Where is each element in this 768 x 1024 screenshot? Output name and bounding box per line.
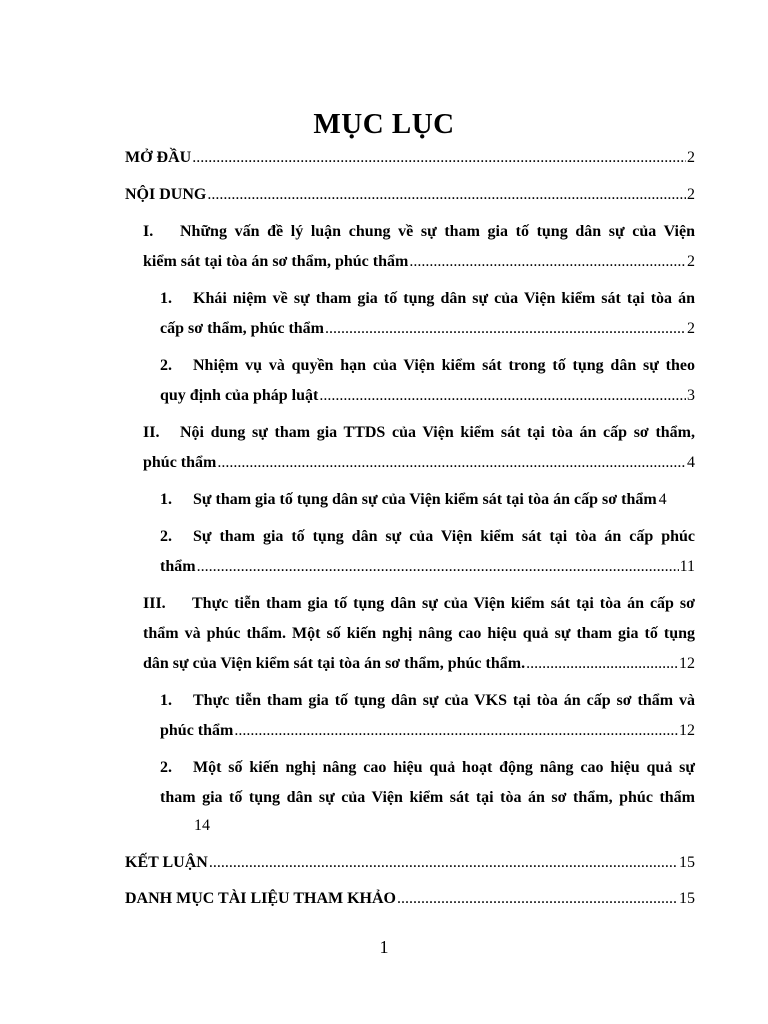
subsection-number: 1. bbox=[160, 290, 172, 307]
toc-entry-section-1-cont[interactable] bbox=[143, 252, 695, 272]
dot-leader bbox=[192, 148, 686, 168]
dot-leader bbox=[207, 185, 686, 205]
toc-entry-text: Một số kiến nghị nâng cao hiệu quả hoạt động nâng cao hiệu quả sự bbox=[193, 759, 695, 776]
toc-entry-noi-dung[interactable] bbox=[125, 185, 695, 205]
dot-leader bbox=[325, 319, 686, 339]
toc-page-number: 2 bbox=[687, 320, 695, 337]
toc-entry-text: thẩm bbox=[160, 558, 196, 575]
subsection-number: 2. bbox=[160, 528, 172, 545]
dot-leader bbox=[409, 252, 686, 272]
toc-entry-text: Những vấn đề lý luận chung về sự tham gia tố tụng dân sự của Viện bbox=[180, 223, 695, 240]
section-number: I. bbox=[143, 223, 154, 240]
toc-page-number: 11 bbox=[679, 558, 695, 575]
toc-entry-3-1[interactable] bbox=[160, 691, 695, 711]
toc-entry-text: phúc thẩm bbox=[160, 722, 234, 739]
toc-page-number: 15 bbox=[679, 890, 695, 907]
toc-entry-1-1[interactable] bbox=[160, 289, 695, 309]
section-number: II. bbox=[143, 424, 160, 441]
toc-entry-3-2[interactable] bbox=[160, 758, 695, 778]
toc-entry-text: cấp sơ thẩm, phúc thẩm bbox=[160, 320, 324, 337]
toc-entry-text: Thực tiễn tham gia tố tụng dân sự của Viện kiểm sát tại tòa án cấp sơ bbox=[192, 595, 695, 612]
toc-page-number: 12 bbox=[679, 655, 695, 672]
toc-entry-text: Thực tiễn tham gia tố tụng dân sự của VKS tại tòa án cấp sơ thẩm và bbox=[193, 692, 695, 709]
toc-entry-section-2[interactable] bbox=[143, 423, 695, 443]
toc-entry-3-2-cont[interactable] bbox=[160, 788, 695, 808]
toc-entry-section-2-cont[interactable] bbox=[143, 453, 695, 473]
toc-entry-2-2[interactable] bbox=[160, 527, 695, 547]
subsection-number: 2. bbox=[160, 759, 172, 776]
dot-leader bbox=[197, 557, 679, 577]
toc-page-number: 4 bbox=[658, 491, 667, 508]
toc-title: MỤC LỤC bbox=[313, 108, 455, 140]
toc-entry-3-1-cont[interactable] bbox=[160, 721, 695, 741]
subsection-number: 2. bbox=[160, 357, 172, 374]
toc-entry-text: Nội dung sự tham gia TTDS của Viện kiểm sát tại tòa án cấp sơ thẩm, bbox=[180, 424, 695, 441]
toc-entry-section-3-cont2[interactable] bbox=[143, 654, 695, 674]
toc-entry-2-1[interactable] bbox=[160, 490, 695, 510]
toc-entry-text: Nhiệm vụ và quyền hạn của Viện kiểm sát trong tố tụng dân sự theo bbox=[193, 357, 695, 374]
toc-entry-text: quy định của pháp luật bbox=[160, 387, 319, 404]
toc-page-number: 2 bbox=[687, 253, 695, 270]
dot-leader bbox=[217, 453, 686, 473]
toc-entry-label: KẾT LUẬN bbox=[125, 854, 208, 871]
toc-entry-section-3-cont[interactable] bbox=[143, 624, 695, 644]
toc-page-number: 15 bbox=[679, 854, 695, 871]
dot-leader bbox=[234, 721, 678, 741]
toc-entry-text: tham gia tố tụng dân sự của Viện kiểm sát tại tòa án sơ thẩm, phúc thẩm bbox=[160, 789, 695, 806]
toc-entry-text: phúc thẩm bbox=[143, 454, 217, 471]
dot-leader bbox=[397, 889, 678, 909]
toc-entry-ket-luan[interactable] bbox=[125, 853, 695, 873]
subsection-number: 1. bbox=[160, 491, 172, 508]
toc-entry-label: MỞ ĐẦU bbox=[125, 149, 192, 166]
toc-entry-2-2-cont[interactable] bbox=[160, 557, 695, 577]
toc-entry-section-1[interactable] bbox=[143, 222, 695, 242]
toc-entry-mo-dau[interactable] bbox=[125, 148, 695, 168]
dot-leader bbox=[526, 654, 678, 674]
toc-page-number: 12 bbox=[679, 722, 695, 739]
toc-page-number: 14 bbox=[194, 817, 210, 834]
toc-entry-1-2-cont[interactable] bbox=[160, 386, 695, 406]
toc-entry-section-3[interactable] bbox=[143, 594, 695, 614]
toc-page-number: 2 bbox=[687, 186, 695, 203]
toc-entry-text: dân sự của Viện kiểm sát tại tòa án sơ thẩm, phúc thẩm. bbox=[143, 655, 526, 672]
toc-entry-text: Sự tham gia tố tụng dân sự của Viện kiểm sát tại tòa án cấp phúc bbox=[193, 528, 695, 545]
dot-leader bbox=[319, 386, 686, 406]
page-number-footer: 1 bbox=[379, 937, 389, 957]
toc-entry-text: kiểm sát tại tòa án sơ thẩm, phúc thẩm bbox=[143, 253, 409, 270]
toc-page-number: 2 bbox=[687, 149, 695, 166]
toc-entry-1-1-cont[interactable] bbox=[160, 319, 695, 339]
dot-leader bbox=[209, 853, 678, 873]
toc-entry-text: Khái niệm về sự tham gia tố tụng dân sự của Viện kiểm sát tại tòa án bbox=[193, 290, 695, 307]
toc-entry-label: DANH MỤC TÀI LIỆU THAM KHẢO bbox=[125, 890, 396, 907]
subsection-number: 1. bbox=[160, 692, 172, 709]
section-number: III. bbox=[143, 595, 166, 612]
toc-page-number: 4 bbox=[687, 454, 695, 471]
toc-entry-label: NỘI DUNG bbox=[125, 186, 207, 203]
toc-entry-text: Sự tham gia tố tụng dân sự của Viện kiểm sát tại tòa án cấp sơ thẩm bbox=[193, 491, 657, 508]
toc-entry-tai-lieu[interactable] bbox=[125, 889, 695, 909]
toc-entry-text: thẩm và phúc thẩm. Một số kiến nghị nâng cao hiệu quả sự tham gia tố tụng bbox=[143, 625, 695, 642]
toc-entry-1-2[interactable] bbox=[160, 356, 695, 376]
toc-page-number: 3 bbox=[687, 387, 695, 404]
